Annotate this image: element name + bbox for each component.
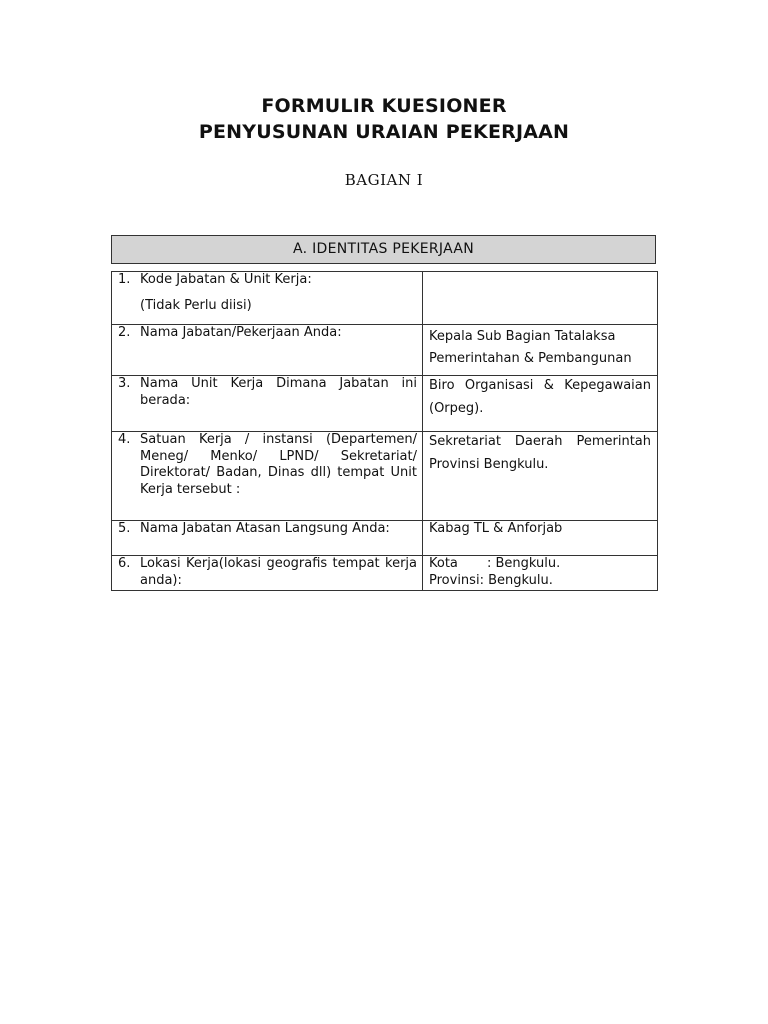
answer-cell[interactable] <box>423 432 658 521</box>
question-text: Nama Jabatan/Pekerjaan Anda: <box>140 325 342 340</box>
document-title <box>0 93 768 145</box>
question-cell <box>112 556 423 591</box>
answer-cell[interactable] <box>423 325 658 376</box>
question-cell <box>112 521 423 556</box>
answer-line-2: (Orpeg). <box>429 401 484 416</box>
kota-label: Kota <box>429 556 458 571</box>
table-row <box>112 325 658 376</box>
question-cell <box>112 376 423 432</box>
table-row <box>112 432 658 521</box>
question-cell <box>112 272 423 325</box>
kota-value: : Bengkulu. <box>487 556 561 571</box>
answer-kota <box>429 556 651 573</box>
table-row <box>112 521 658 556</box>
row-number: 3. <box>118 376 131 391</box>
row-number: 4. <box>118 432 131 447</box>
question-text: Nama Jabatan Atasan Langsung Anda: <box>140 521 390 536</box>
row-number: 2. <box>118 325 131 340</box>
answer-provinsi <box>429 573 651 590</box>
answer-cell[interactable] <box>423 272 658 325</box>
identity-form-table <box>111 271 658 591</box>
answer-line-1: Sekretariat Daerah Pemerintah <box>429 434 651 449</box>
answer-line-1: Kepala Sub Bagian Tatalaksa <box>429 329 616 344</box>
table-row <box>112 556 658 591</box>
section-label: BAGIAN I <box>344 171 424 189</box>
question-cell <box>112 325 423 376</box>
question-text: Nama Unit Kerja Dimana Jabatan ini berada: <box>140 376 417 408</box>
question-note: (Tidak Perlu diisi) <box>140 297 252 313</box>
question-text: Satuan Kerja / instansi (Departemen/ Meneg/ Menko/ LPND/ Sekretariat/ Direktorat/ Badan, Dinas dll) tempat Unit Kerja tersebut : <box>140 432 417 497</box>
table-row <box>112 272 658 325</box>
question-text: Lokasi Kerja(lokasi geografis tempat kerja anda): <box>140 556 417 588</box>
title-line-2: PENYUSUNAN URAIAN PEKERJAAN <box>198 121 570 143</box>
answer-cell[interactable] <box>423 376 658 432</box>
answer-line-2: Provinsi Bengkulu. <box>429 457 549 472</box>
question-cell <box>112 432 423 521</box>
row-number: 5. <box>118 521 131 536</box>
table-section-header: A. IDENTITAS PEKERJAAN <box>111 235 656 264</box>
row-number: 6. <box>118 556 131 571</box>
row-number: 1. <box>118 272 131 287</box>
answer-line-1: Biro Organisasi & Kepegawaian <box>429 378 651 393</box>
answer-line-2: Pemerintahan & Pembangunan <box>429 351 632 366</box>
provinsi-value: : Bengkulu. <box>479 572 553 588</box>
question-text: Kode Jabatan & Unit Kerja: <box>140 272 312 287</box>
answer-cell[interactable] <box>423 556 658 591</box>
table-row <box>112 376 658 432</box>
provinsi-label: Provinsi <box>429 572 480 588</box>
answer-cell[interactable] <box>423 521 658 556</box>
answer-text: Kabag TL & Anforjab <box>429 521 563 536</box>
title-line-1: FORMULIR KUESIONER <box>261 95 507 117</box>
